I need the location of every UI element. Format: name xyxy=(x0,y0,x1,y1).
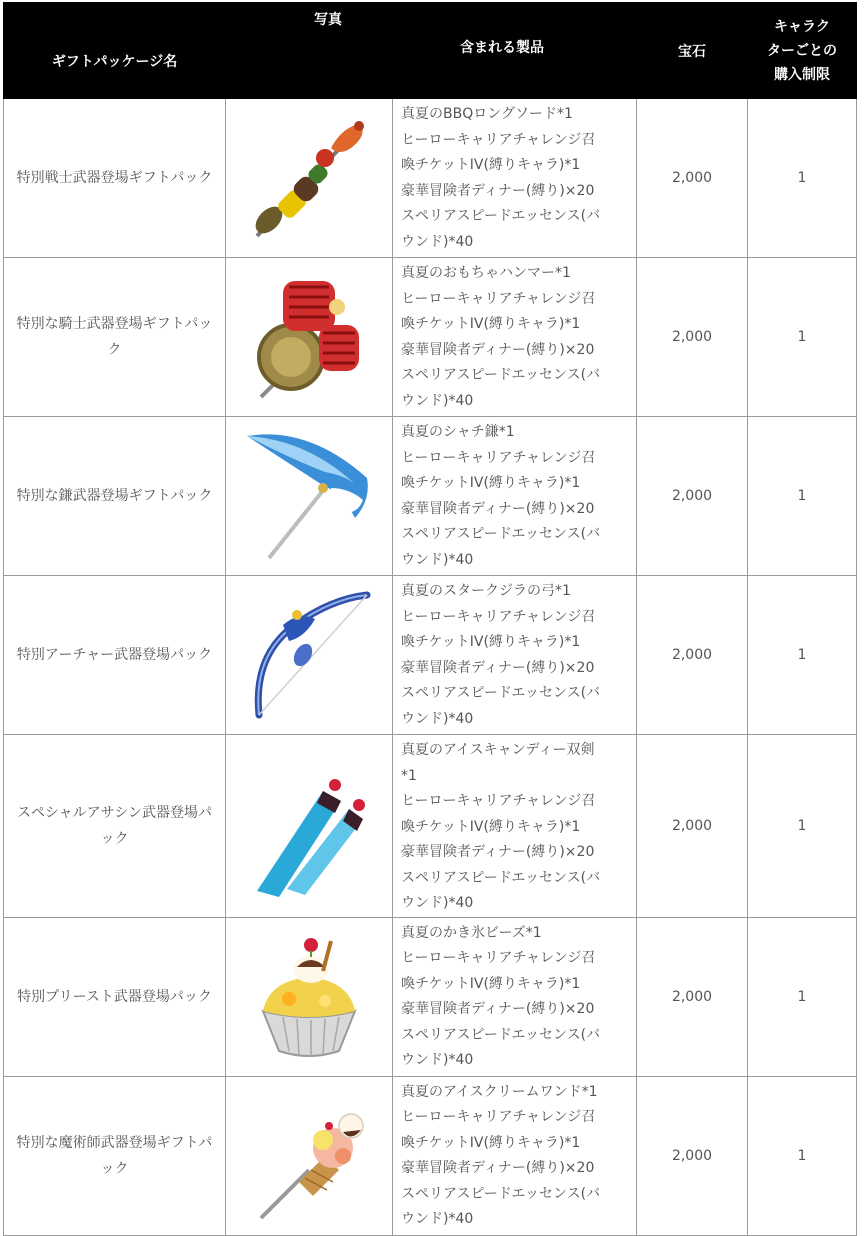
product-line: 豪華冒険者ディナー(縛り)×20 xyxy=(401,182,595,199)
package-name: 特別な鎌武器登場ギフトパック xyxy=(4,417,226,576)
toy-hammer-icon xyxy=(239,267,379,407)
package-gems: 2,000 xyxy=(637,917,748,1076)
package-limit: 1 xyxy=(748,99,857,258)
product-line: 真夏のアイスキャンディー双剣 xyxy=(401,742,595,758)
product-line: 喚チケットIV(縛りキャラ)*1 xyxy=(401,1134,581,1151)
table-row xyxy=(4,417,857,576)
product-line: スペリアスピードエッセンス(バ xyxy=(401,208,601,224)
package-gems: 2,000 xyxy=(637,417,748,576)
product-line: スペリアスピードエッセンス(バ xyxy=(401,526,601,542)
table-header-row xyxy=(4,3,857,99)
package-products xyxy=(393,917,637,1076)
package-name: スペシャルアサシン武器登場パック xyxy=(4,735,226,918)
package-gems: 2,000 xyxy=(637,258,748,417)
ice-cream-wand-icon xyxy=(239,1086,379,1226)
package-name: 特別な騎士武器登場ギフトパック xyxy=(4,258,226,417)
package-name: 特別アーチャー武器登場パック xyxy=(4,576,226,735)
product-line: 真夏のかき氷ビーズ*1 xyxy=(401,924,542,941)
product-line: スペリアスピードエッセンス(バ xyxy=(401,367,601,383)
header-gems: 宝石 xyxy=(637,3,748,99)
product-line: 豪華冒険者ディナー(縛り)×20 xyxy=(401,1160,595,1176)
product-line: ヒーローキャリアチャレンジ召 xyxy=(401,950,596,966)
product-line: ヒーローキャリアチャレンジ召 xyxy=(401,608,596,625)
package-photo xyxy=(226,99,393,258)
product-line: スペリアスピードエッセンス(バ xyxy=(401,1026,601,1043)
product-line: スペリアスピードエッセンス(バ xyxy=(401,869,601,886)
ice-candy-dual-swords-icon xyxy=(239,751,379,901)
package-photo xyxy=(226,258,393,417)
header-limit-line: キャラク xyxy=(774,18,830,35)
product-line: 豪華冒険者ディナー(縛り)×20 xyxy=(401,844,595,860)
product-line: 真夏のアイスクリームワンド*1 xyxy=(401,1083,598,1100)
header-purchase-limit xyxy=(748,3,857,99)
product-line: スペリアスピードエッセンス(バ xyxy=(401,1185,601,1202)
package-products xyxy=(393,99,637,258)
product-line: ウンド)*40 xyxy=(401,710,474,727)
header-photo: 写真 xyxy=(314,12,342,28)
whale-bow-icon xyxy=(239,585,379,725)
orca-scythe-icon xyxy=(239,426,379,566)
product-line: 真夏のシャチ鎌*1 xyxy=(401,424,515,440)
product-line: 豪華冒険者ディナー(縛り)×20 xyxy=(401,659,595,676)
package-limit: 1 xyxy=(748,917,857,1076)
header-photo-products xyxy=(226,3,637,99)
product-line: ウンド)*40 xyxy=(401,895,474,911)
product-line: 真夏のBBQロングソード*1 xyxy=(401,106,573,122)
package-gems: 2,000 xyxy=(637,576,748,735)
product-line: 喚チケットIV(縛りキャラ)*1 xyxy=(401,634,581,650)
product-line: ウンド)*40 xyxy=(401,551,474,568)
package-photo xyxy=(226,576,393,735)
table-row xyxy=(4,576,857,735)
package-gems: 2,000 xyxy=(637,1076,748,1235)
table-row xyxy=(4,1076,857,1235)
package-gems: 2,000 xyxy=(637,99,748,258)
product-line: ウンド)*40 xyxy=(401,1211,474,1227)
product-line: 豪華冒険者ディナー(縛り)×20 xyxy=(401,500,595,517)
package-products xyxy=(393,1076,637,1235)
product-line: 豪華冒険者ディナー(縛り)×20 xyxy=(401,341,595,358)
package-products xyxy=(393,258,637,417)
header-limit-line: 購入制限 xyxy=(774,66,830,83)
product-line: ウンド)*40 xyxy=(401,392,474,409)
table-row xyxy=(4,735,857,918)
product-line: ヒーローキャリアチャレンジ召 xyxy=(401,449,596,466)
package-limit: 1 xyxy=(748,258,857,417)
product-line: 真夏のスタークジラの弓*1 xyxy=(401,583,571,599)
package-name: 特別な魔術師武器登場ギフトパック xyxy=(4,1076,226,1235)
package-limit: 1 xyxy=(748,576,857,735)
table-row xyxy=(4,917,857,1076)
shaved-ice-beads-icon xyxy=(239,927,379,1067)
product-line: ウンド)*40 xyxy=(401,1052,474,1068)
product-line: 喚チケットIV(縛りキャラ)*1 xyxy=(401,157,581,173)
package-gems: 2,000 xyxy=(637,735,748,918)
table-row xyxy=(4,258,857,417)
product-line: ヒーローキャリアチャレンジ召 xyxy=(401,290,596,307)
product-line: 喚チケットIV(縛りキャラ)*1 xyxy=(401,475,581,491)
package-limit: 1 xyxy=(748,735,857,918)
package-products xyxy=(393,735,637,918)
product-line: ヒーローキャリアチャレンジ召 xyxy=(401,131,596,148)
package-photo xyxy=(226,1076,393,1235)
product-line: 豪華冒険者ディナー(縛り)×20 xyxy=(401,1001,595,1017)
header-products: 含まれる製品 xyxy=(460,40,544,56)
product-line: 喚チケットIV(縛りキャラ)*1 xyxy=(401,818,581,835)
package-products xyxy=(393,576,637,735)
package-photo xyxy=(226,917,393,1076)
product-line: 喚チケットIV(縛りキャラ)*1 xyxy=(401,975,581,992)
package-products xyxy=(393,417,637,576)
product-line: ヒーローキャリアチャレンジ召 xyxy=(401,793,596,809)
product-line: 真夏のおもちゃハンマー*1 xyxy=(401,265,571,281)
package-name: 特別戦士武器登場ギフトパック xyxy=(4,99,226,258)
gift-package-table xyxy=(3,2,857,1236)
product-line: *1 xyxy=(401,767,417,784)
product-line: 喚チケットIV(縛りキャラ)*1 xyxy=(401,316,581,332)
package-photo xyxy=(226,735,393,918)
product-line: ヒーローキャリアチャレンジ召 xyxy=(401,1109,596,1125)
package-photo xyxy=(226,417,393,576)
header-limit-line: ターごとの xyxy=(767,42,837,59)
package-limit: 1 xyxy=(748,1076,857,1235)
package-name: 特別プリースト武器登場パック xyxy=(4,917,226,1076)
product-line: ウンド)*40 xyxy=(401,233,474,250)
header-package-name: ギフトパッケージ名 xyxy=(4,3,226,99)
product-line: スペリアスピードエッセンス(バ xyxy=(401,685,601,701)
table-row xyxy=(4,99,857,258)
package-limit: 1 xyxy=(748,417,857,576)
bbq-longsword-icon xyxy=(239,108,379,248)
